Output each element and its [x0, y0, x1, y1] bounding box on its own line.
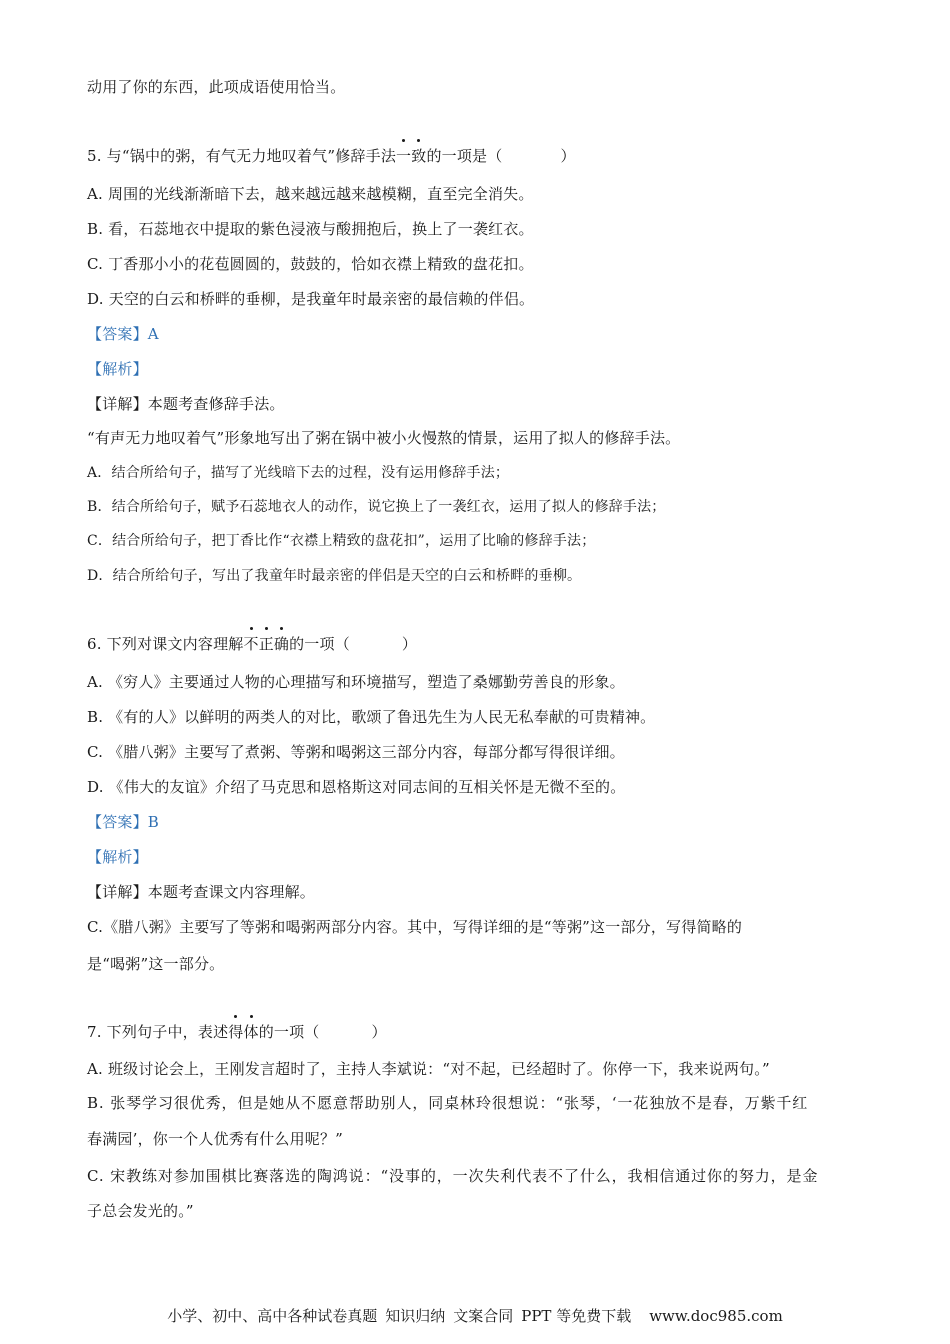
question-5-option-c: C. 丁香那小小的花苞圆圆的，鼓鼓的，恰如衣襟上精致的盘花扣。	[87, 255, 534, 273]
question-6-option-a: A. 《穷人》主要通过人物的心理描写和环境描写，塑造了桑娜勤劳善良的形象。	[87, 673, 625, 691]
question-5-detail: 【详解】本题考查修辞手法。	[87, 395, 285, 413]
question-6-option-c: C. 《腊八粥》主要写了煮粥、等粥和喝粥这三部分内容，每部分都写得很详细。	[87, 743, 625, 761]
question-7-option-c-1: C. 宋教练对参加围棋比赛落选的陶鸿说：“没事的，一次失利代表不了什么，我相信通过你的努力，是金	[87, 1167, 819, 1185]
question-5-option-b: B. 看，石蕊地衣中提取的紫色浸液与酸拥抱后，换上了一袭红衣。	[87, 220, 534, 238]
emphasis-dot-char: 得	[228, 1023, 244, 1041]
emphasis-dot-char: 不	[243, 635, 259, 653]
question-5-explain-b: B．结合所给句子，赋予石蕊地衣人的动作，说它换上了一袭红衣，运用了拟人的修辞手法；	[87, 499, 666, 515]
question-6-stem: 6. 下列对课文内容理解不正确的一项（ ）	[87, 635, 418, 653]
question-6-answer: 【答案】B	[87, 813, 160, 831]
footer-link[interactable]: www.doc985.com	[649, 1307, 783, 1325]
question-6-explanation-1: C.《腊八粥》主要写了等粥和喝粥两部分内容。其中，写得详细的是“等粥”这一部分，写得简略的	[87, 918, 743, 936]
question-6-option-b: B. 《有的人》以鲜明的两类人的对比，歌颂了鲁迅先生为人民无私奉献的可贵精神。	[87, 708, 656, 726]
emphasis-dot-char: 体	[243, 1023, 259, 1041]
question-6-option-d: D. 《伟大的友谊》介绍了马克思和恩格斯这对同志间的互相关怀是无微不至的。	[87, 778, 626, 796]
question-7-option-a: A. 班级讨论会上，王刚发言超时了，主持人李斌说：“对不起，已经超时了。你停一下，我来说两句。”	[87, 1060, 770, 1078]
question-5-option-d: D. 天空的白云和桥畔的垂柳，是我童年时最亲密的最信赖的伴侣。	[87, 290, 535, 308]
question-6-explanation-2: 是“喝粥”这一部分。	[87, 955, 225, 973]
question-5-option-a: A. 周围的光线渐渐暗下去，越来越远越来越模糊，直至完全消失。	[87, 185, 534, 203]
question-5-analysis-label: 【解析】	[87, 360, 148, 378]
footer-text: PPT 等免费下载	[521, 1307, 632, 1325]
question-5-stem: 5. 与“锅中的粥，有气无力地叹着气”修辞手法一致的一项是（ ）	[87, 147, 576, 165]
question-7-option-c-2: 子总会发光的。”	[87, 1202, 194, 1220]
question-5-explanation: “有声无力地叹着气”形象地写出了粥在锅中被小火慢熬的情景，运用了拟人的修辞手法。	[87, 429, 681, 447]
footer-text: 小学、初中、高中各种试卷真题	[167, 1307, 378, 1325]
page-footer	[0, 1306, 950, 1326]
emphasis-dot-char: 确	[273, 635, 290, 653]
emphasis-dot-char: 正	[258, 635, 274, 653]
footer-text: 文案合同	[453, 1307, 514, 1325]
emphasis-dot-char: 致	[411, 147, 427, 165]
question-7-option-b-1: B. 张琴学习很优秀，但是她从不愿意帮助别人，同桌林玲很想说：“张琴，‘一花独放不是春，万紫千红	[87, 1094, 809, 1112]
footer-text: 知识归纳	[385, 1307, 446, 1325]
question-5-answer: 【答案】A	[87, 325, 159, 343]
question-6-analysis-label: 【解析】	[87, 848, 148, 866]
question-5-explain-c: C．结合所给句子，把丁香比作“衣襟上精致的盘花扣”，运用了比喻的修辞手法；	[87, 533, 596, 549]
question-7-option-b-2: 春满园’，你一个人优秀有什么用呢？”	[87, 1130, 344, 1148]
question-5-explain-d: D．结合所给句子，写出了我童年时最亲密的伴侣是天空的白云和桥畔的垂柳。	[87, 568, 582, 584]
question-6-detail: 【详解】本题考查课文内容理解。	[87, 883, 316, 901]
question-5-explain-a: A．结合所给句子，描写了光线暗下去的过程，没有运用修辞手法；	[87, 465, 510, 481]
emphasis-dot-char: 一	[396, 147, 412, 165]
question-7-stem: 7. 下列句子中，表述得体的一项（ ）	[87, 1023, 387, 1041]
text-line: 动用了你的东西，此项成语使用恰当。	[87, 78, 346, 96]
